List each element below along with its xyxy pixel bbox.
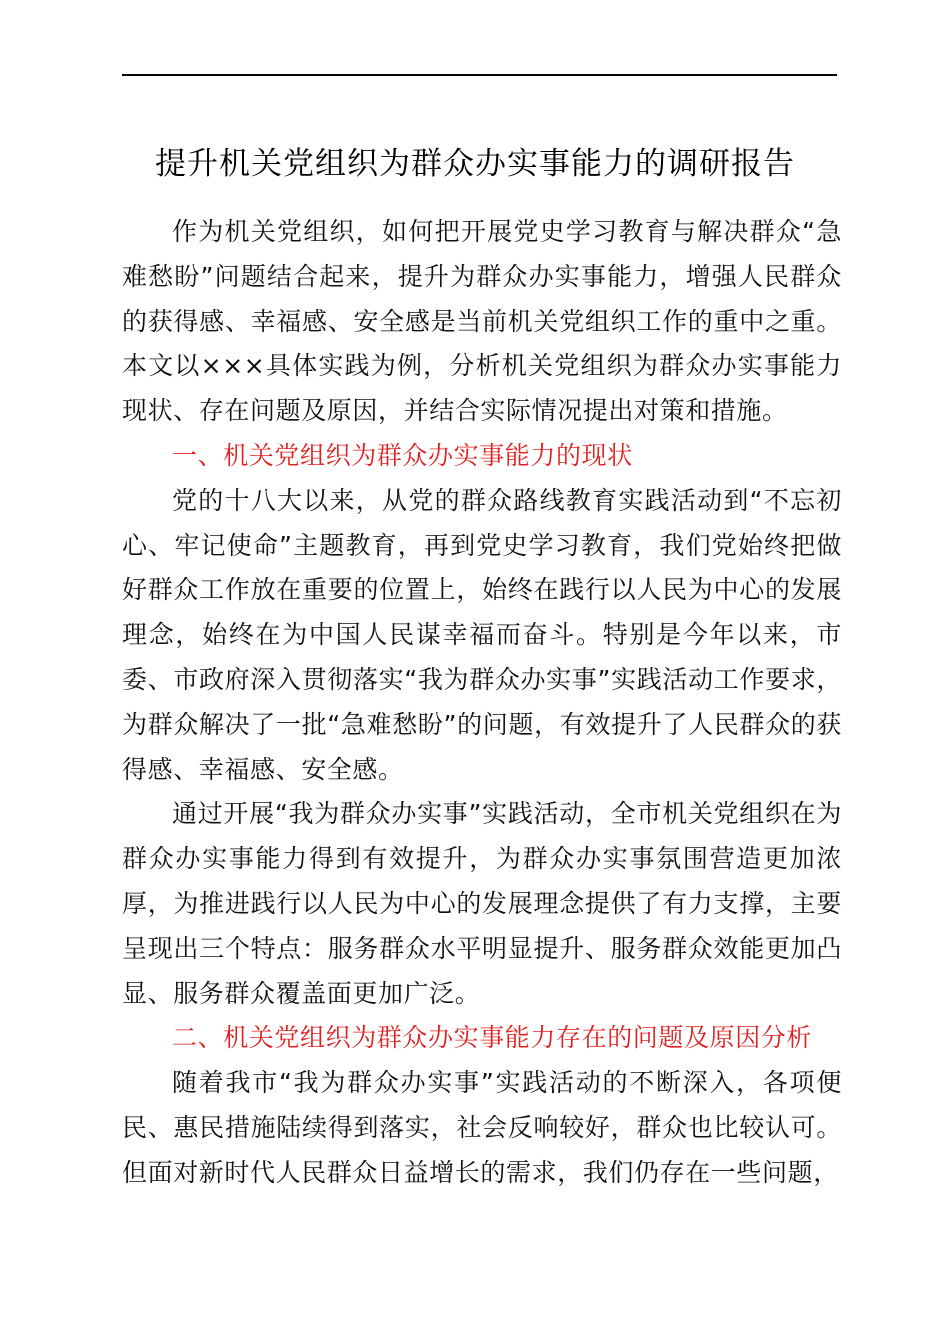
section-2-heading: 二、机关党组织为群众办实事能力存在的问题及原因分析 (172, 1023, 813, 1053)
intro-paragraph: 作为机关党组织，如何把开展党史学习教育与解决群众“急难愁盼”问题结合起来，提升为群众办实事能力，增强人民群众的获得感、幸福感、安全感是当前机关党组织工作的重中之重。本文以×××具体实践为例，分析机关党组织为群众办实事能力现状、存在问题及原因，并结合实际情况提出对策和措施。 (122, 217, 842, 426)
section-1-paragraph-2: 通过开展“我为群众办实事”实践活动，全市机关党组织在为群众办实事能力得到有效提升，为群众办实事氛围营造更加浓厚，为推进践行以人民为中心的发展理念提供了有力支撑，主要呈现出三个特点：服务群众水平明显提升、服务群众效能更加凸显、服务群众覆盖面更加广泛。 (122, 799, 842, 1008)
section-2-paragraph-1: 随着我市“我为群众办实事”实践活动的不断深入，各项便民、惠民措施陆续得到落实，社会反响较好，群众也比较认可。但面对新时代人民群众日益增长的需求，我们仍存在一些问题， (122, 1068, 842, 1187)
document-title: 提升机关党组织为群众办实事能力的调研报告 (155, 146, 795, 182)
section-1-paragraph-1: 党的十八大以来，从党的群众路线教育实践活动到“不忘初心、牢记使命”主题教育，再到党史学习教育，我们党始终把做好群众工作放在重要的位置上，始终在践行以人民为中心的发展理念，始终在为中国人民谋幸福而奋斗。特别是今年以来，市委、市政府深入贯彻落实“我为群众办实事”实践活动工作要求，为群众解决了一批“急难愁盼”的问题，有效提升了人民群众的获得感、幸福感、安全感。 (122, 485, 842, 784)
document-body (122, 210, 842, 1196)
section-1-heading: 一、机关党组织为群众办实事能力的现状 (172, 440, 633, 470)
header-rule (122, 74, 837, 76)
